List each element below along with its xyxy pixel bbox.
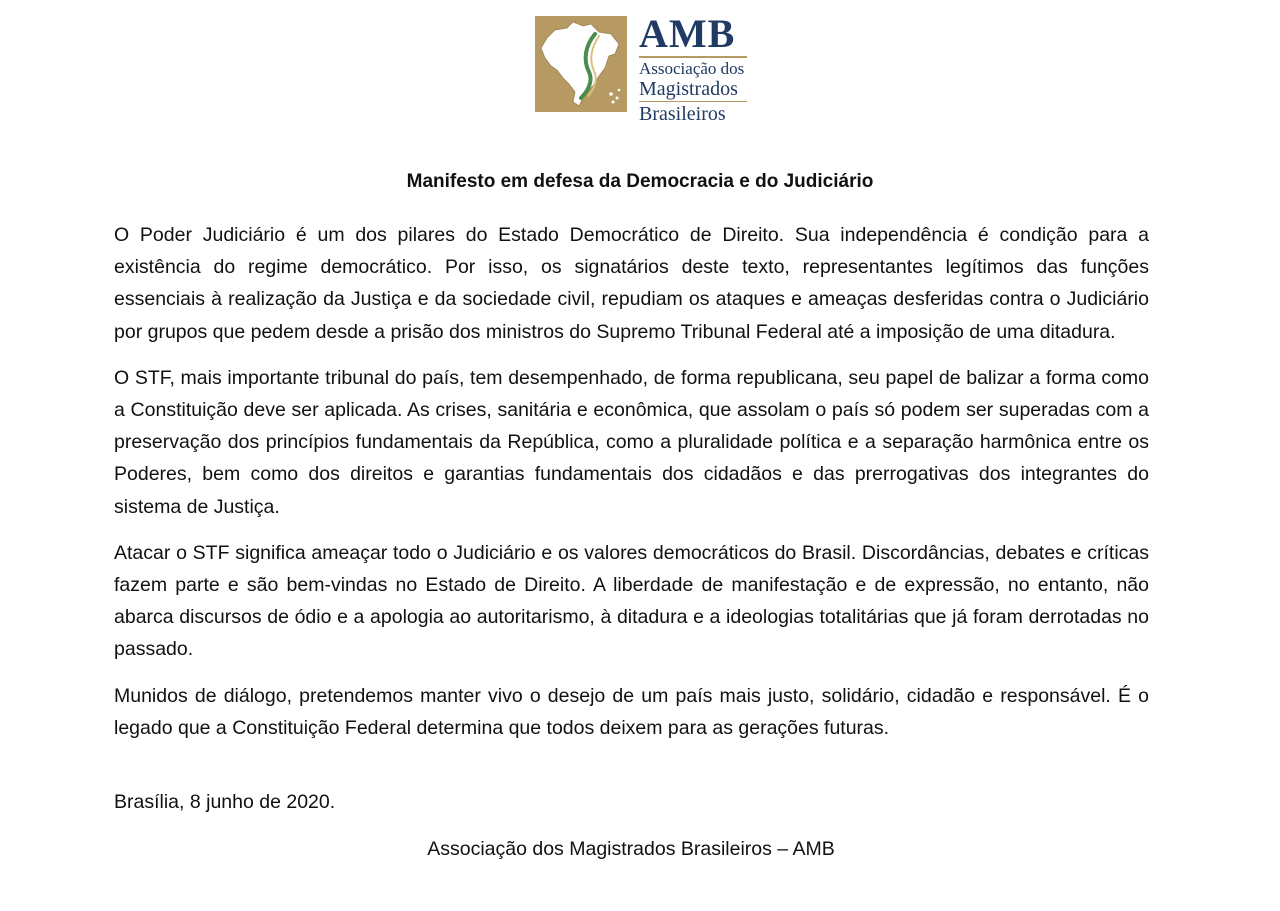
place-and-date: Brasília, 8 junho de 2020. [114, 791, 336, 813]
logo-acronym: AMB [639, 11, 736, 56]
paragraph: Munidos de diálogo, pretendemos manter vivo o desejo de um país mais justo, solidário, cidadão e responsável. É o legado que a Constituição Federal determina que todos deixem para as gerações futuras. [114, 684, 1149, 739]
document-body [114, 219, 1149, 758]
paragraph: O Poder Judiciário é um dos pilares do Estado Democrático de Direito. Sua independência é condição para a existência do regime democrático. Por isso, os signatários deste texto, representantes legítimos das funções essenciais à realização da Justiça e da sociedade civil, repudiam os ataques e ameaças desferidas contra o Judiciário por grupos que pedem desde a prisão dos ministros do Supremo Tribunal Federal até a imposição de uma ditadura. [114, 224, 1149, 343]
logo-divider-thin [639, 101, 747, 102]
document-title: Manifesto em defesa da Democracia e do Judiciário [406, 171, 874, 192]
amb-logo [533, 11, 758, 125]
paragraph: O STF, mais importante tribunal do país, tem desempenhado, de forma republicana, seu papel de balizar a forma como a Constituição deve ser aplicada. As crises, sanitária e econômica, que assolam o país só podem ser superadas com a preservação dos princípios fundamentais da República, como a pluralidade política e a separação harmônica entre os Poderes, bem como dos direitos e garantias fundamentais dos cidadãos e das prerrogativas dos integrantes do sistema de Justiça. [114, 366, 1149, 518]
brazil-map-emblem-icon [533, 16, 629, 112]
logo-line-1: Associação dos [639, 59, 745, 78]
logo-divider [639, 56, 747, 58]
logo-line-3: Brasileiros [639, 103, 726, 125]
signature-line: Associação dos Magistrados Brasileiros – AMB [427, 838, 835, 860]
logo-wordmark [639, 12, 757, 125]
paragraph: Atacar o STF significa ameaçar todo o Judiciário e os valores democráticos do Brasil. Discordâncias, debates e críticas fazem parte e são bem-vindas no Estado de Direito. A liberdade de manifestação e de expressão, no entanto, não abarca discursos de ódio e a apologia ao autoritarismo, à ditadura e a ideologias totalitárias que já foram derrotadas no passado. [114, 541, 1149, 661]
logo-line-2: Magistrados [639, 78, 738, 100]
